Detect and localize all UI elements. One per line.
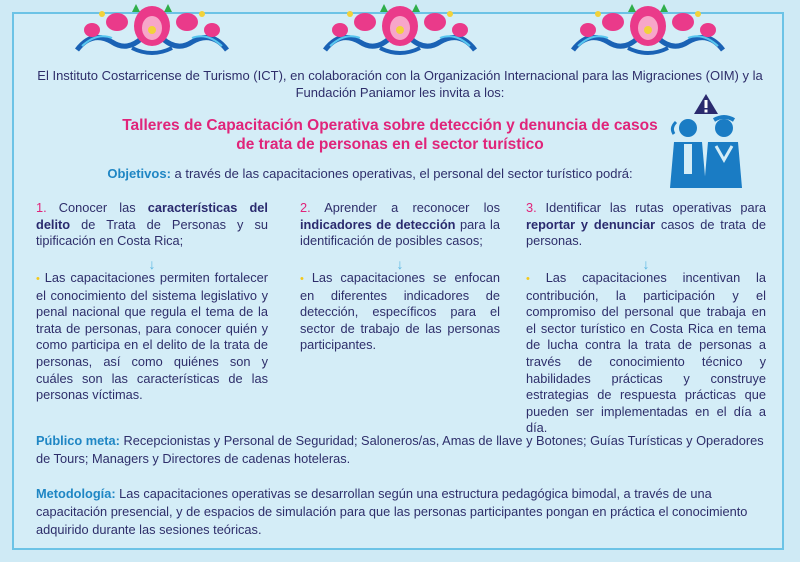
floral-ornament-icon [72,0,232,58]
objective-body [300,270,500,354]
objective-body-text: Las capacitaciones se enfocan en diferentes indicadores de detección, específicos para el sector de trabajo de las personas participantes. [300,270,500,353]
target-audience-text: Recepcionistas y Personal de Seguridad; Saloneros/as, Amas de llave y Botones; Guías Turísticas y Operadores de Tours; Managers y Directores de cadenas hoteleras. [36,433,764,466]
target-audience-label: Público meta: [36,433,120,448]
objective-column-2 [300,200,500,354]
objective-bold: características del delito [36,200,268,232]
objective-bold: reportar y denunciar [526,216,656,232]
objective-post: casos de trata de personas. [526,216,766,249]
objective-number: 3. [526,200,537,215]
objective-pre: Aprender a reconocer los [310,200,500,215]
objective-number: 1. [36,200,47,215]
objective-pre: Conocer las [46,200,148,215]
methodology-text: Las capacitaciones operativas se desarrollan según una estructura pedagógica bimodal, a través de una capacitación presencial, y de espacios de simulación para que las personas participantes pongan en práctica el conocimiento adquirido durante las sesiones teóricas. [36,486,748,537]
objective-body-text: Las capacitaciones incentivan la contribución, la participación y el compromiso del personal que trabaja en el sector turístico en Costa Rica en tema de lucha contra la trata de personas a través de conocimiento técnico y habilidades prácticas y construye estrategias de respuesta prácticas que pueden ser implementadas en el día a día. [526,270,766,436]
objective-body [526,270,766,437]
bullet-icon: • [36,273,40,285]
objective-heading [526,200,766,258]
objective-heading [300,200,500,258]
objectives-label: Objetivos: [107,166,171,181]
objective-post: para la identificación de posibles casos; [300,216,501,249]
objective-number: 2. [300,200,311,215]
objective-body-text: Las capacitaciones permiten fortalecer el conocimiento del sistema legislativo y penal nacional que regula el tema de la trata de personas, para conocer quién y como participa en el delito de la trata de personas, así como quiénes son y cuáles son las características de las personas víctimas. [36,270,268,403]
objective-pre: Identificar las rutas operativas para [536,200,766,215]
objective-bold: indicadores de detección [300,216,456,232]
floral-ornament-icon [320,0,480,58]
methodology-label: Metodología: [36,486,116,501]
objectives-line [60,166,680,181]
down-arrow-icon: ↓ [148,256,156,272]
page-title: Talleres de Capacitación Operativa sobre detección y denuncia de casos de trata de personas en el sector turístico [122,117,658,153]
objectives-text: a través de las capacitaciones operativas, el personal del sector turístico podrá: [170,166,633,181]
objective-column-1 [36,200,268,404]
bullet-icon: • [526,273,530,285]
objective-column-3 [526,200,766,437]
methodology [36,485,768,539]
bullet-icon: • [300,273,304,285]
objective-body [36,270,268,404]
floral-ornament-icon [568,0,728,58]
intro-text: El Instituto Costarricense de Turismo (ICT), en colaboración con la Organización Internacional para las Migraciones (OIM) y la Fundación Paniamor les invita a los: [37,68,763,100]
objective-post: de Trata de Personas y su tipificación en Costa Rica; [36,216,268,249]
down-arrow-icon: ↓ [642,256,650,272]
down-arrow-icon: ↓ [396,256,404,272]
objective-heading [36,200,268,258]
target-audience [36,432,768,468]
